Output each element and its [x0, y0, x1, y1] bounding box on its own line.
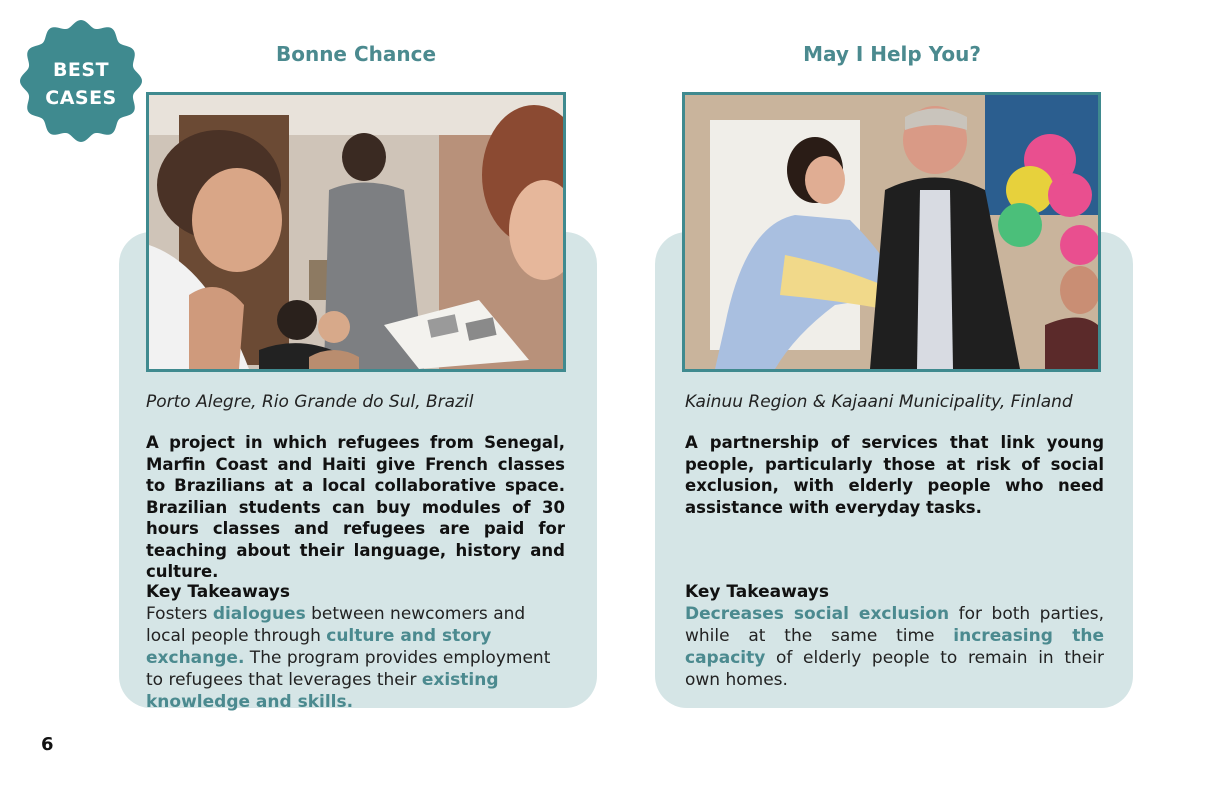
takeaway-text: for both parties, while at the same time [685, 604, 1104, 646]
photo-language-class [146, 92, 566, 372]
case-summary-right: A partnership of services that link young people, particularly those at risk of social exclusion, with elderly people who need assistance with everyday tasks. [685, 433, 1104, 517]
takeaway-text: Fosters [146, 604, 213, 624]
badge-text [18, 56, 144, 112]
case-summary-left: A project in which refugees from Senegal, Marfin Coast and Haiti give French classes to Brazilians at a local collaborative space. Brazilian students can buy modules of 30 hours classes and refugees are paid for teaching about their language, history and culture. [146, 433, 565, 581]
case-location-left: Porto Alegre, Rio Grande do Sul, Brazil [146, 392, 474, 412]
key-takeaways-heading-left: Key Takeaways [146, 582, 290, 602]
case-title-may-i-help-you: May I Help You? [803, 42, 981, 66]
takeaway-text: The program provides employment to refugees that leverages their [146, 648, 551, 690]
key-takeaways-heading-right: Key Takeaways [685, 582, 829, 602]
highlighted-phrase: Decreases social exclusion [685, 604, 950, 624]
case-title-bonne-chance: Bonne Chance [275, 42, 437, 66]
highlighted-phrase: increasing the capacity [685, 626, 1104, 668]
page-number: 6 [41, 734, 54, 755]
key-takeaways-body-left [146, 603, 566, 713]
key-takeaways-body-right [685, 603, 1104, 691]
highlighted-phrase: dialogues [212, 604, 306, 624]
takeaway-text: between newcomers and local people through [146, 604, 526, 646]
takeaway-text: of elderly people to remain in their own homes. [685, 648, 1104, 690]
best-cases-badge [18, 20, 144, 142]
badge-line-2: CASES [45, 87, 117, 109]
photo-young-and-elderly [682, 92, 1101, 372]
highlighted-phrase: existing knowledge and skills. [146, 670, 499, 712]
highlighted-phrase: culture and story exchange. [146, 626, 492, 668]
case-location-right: Kainuu Region & Kajaani Municipality, Finland [685, 392, 1073, 412]
badge-line-1: BEST [52, 59, 110, 81]
